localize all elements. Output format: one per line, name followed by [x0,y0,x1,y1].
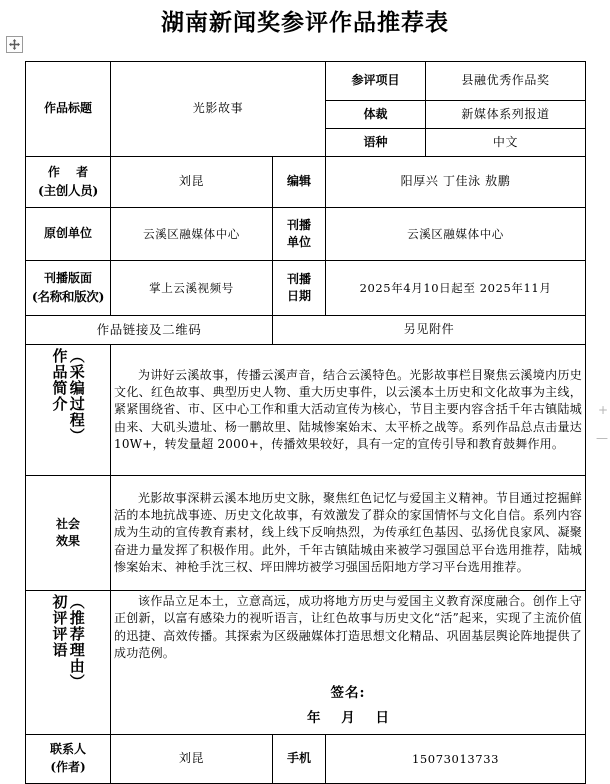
label-initial-review-outer: （推荐理由） [67,594,86,690]
table-row-author [26,157,586,208]
signature-label: 签名: [330,684,366,701]
table-row-work-title [26,62,586,101]
label-publish-date-line1: 刊播 [286,271,311,286]
label-publish-unit-line1: 刊播 [286,217,311,232]
value-origin-unit: 云溪区融媒体中心 [111,208,273,261]
move-handle-icon[interactable] [6,36,23,53]
table-row-social-effect [26,476,586,591]
label-author-sub: (主创人员) [37,182,99,198]
label-initial-review-inner: 初评评语 [50,594,69,658]
table-row-origin-unit [26,208,586,261]
signature-date-label: 年 月 日 [307,710,397,727]
value-genre: 新媒体系列报道 [426,101,586,129]
label-contact-line1: 联系人 [49,742,86,757]
label-origin-unit: 原创单位 [26,208,111,261]
label-author-main: 作 者 [47,165,95,180]
value-language: 中文 [426,129,586,157]
label-award-category: 参评项目 [326,62,426,101]
label-editor: 编辑 [273,157,326,208]
recommendation-form-table [25,61,586,784]
value-editor: 阳厚兴 丁佳泳 敖鹏 [326,157,586,208]
value-summary [111,345,586,476]
resize-tick-lower: — [596,431,608,445]
move-cross-icon [7,37,22,52]
value-publish-layout: 掌上云溪视频号 [111,261,273,316]
value-publish-unit: 云溪区融媒体中心 [326,208,586,261]
label-contact [26,734,111,783]
value-author: 刘昆 [111,157,273,208]
value-initial-review [111,591,586,735]
label-work-link: 作品链接及二维码 [26,316,273,345]
label-publish-date-line2: 日期 [286,289,311,303]
value-contact: 刘昆 [111,734,273,783]
label-publish-unit [273,208,326,261]
label-publish-layout [26,261,111,316]
label-work-title: 作品标题 [26,62,111,157]
summary-paragraph: 为讲好云溪故事，传播云溪声音，结合云溪特色。光影故事栏目聚焦云溪境内历史文化、红色故事、典型历史人物、重大历史事件，以云溪本土历史和文化故事为主线，紧紧围绕省、市、区中心工作和重大活动宣传为核心，节目主要内容含括千年古镇陆城由来、大矶头遗址、杨一鹏故里、陆城惨案始末、太平桥之战等。系列作品总点击量达10W+，转发量超 2000+，传播效果较好，具有一定的宣传引导和教育鼓舞作用。 [114,367,582,452]
label-summary-outer: （采编过程） [67,348,86,444]
label-summary-vertical-wrap [29,346,107,474]
value-work-link: 另见附件 [273,316,586,345]
label-initial-review [26,591,111,735]
value-social-effect [111,476,586,591]
label-language: 语种 [326,129,426,157]
label-contact-line2: (作者) [50,759,86,774]
table-row-contact [26,734,586,783]
label-author [26,157,111,208]
value-award-category: 县融优秀作品奖 [426,62,586,101]
label-social-effect-line1: 社会 [55,516,80,531]
table-row-publish-layout [26,261,586,316]
value-publish-date: 2025年4月10日起至 2025年11月 [326,261,586,316]
label-social-effect-line2: 效果 [55,534,80,548]
value-mobile: 15073013733 [326,734,586,783]
table-row-work-link [26,316,586,345]
signature-block [114,681,582,732]
value-work-title: 光影故事 [111,62,326,157]
label-summary-inner: 作品简介 [50,348,69,412]
label-mobile: 手机 [273,734,326,783]
label-summary [26,345,111,476]
social-effect-paragraph: 光影故事深耕云溪本地历史文脉，聚焦红色记忆与爱国主义精神。节目通过挖掘鲜活的本地抗战事迹、历史文化故事，有效激发了群众的家国情怀与文化自信。系列内容成为生动的宣传教育素材，线上线下反响热烈，为传承红色基因、弘扬优良家风、凝聚奋进力量发挥了积极作用。此外，千年古镇陆城由来被学习强国总平台选用推荐，陆城惨案始末、神枪手沈三权、坪田牌坊被学习强国岳阳地方学习平台选用推荐。 [114,490,582,575]
label-publish-layout-sub: (名称和版次) [31,288,105,304]
label-social-effect [26,476,111,591]
label-initial-review-vertical-wrap [29,592,107,733]
page-title: 湖南新闻奖参评作品推荐表 [161,9,449,36]
label-genre: 体裁 [326,101,426,129]
label-publish-layout-main: 刊播版面 [43,271,92,286]
label-publish-unit-line2: 单位 [286,235,311,249]
table-row-summary [26,345,586,476]
resize-tick-upper: + [597,403,608,417]
label-publish-date [273,261,326,316]
initial-review-paragraph: 该作品立足本土，立意高远，成功将地方历史与爱国主义教育深度融合。创作上守正创新，以富有感染力的视听语言，让红色故事与历史文化“活”起来，实现了主流价值的迅捷、高效传播。其探索为区级融媒体打造思想文化精品、巩固基层舆论阵地提供了成功范例。 [114,594,582,661]
table-row-initial-review [26,591,586,735]
